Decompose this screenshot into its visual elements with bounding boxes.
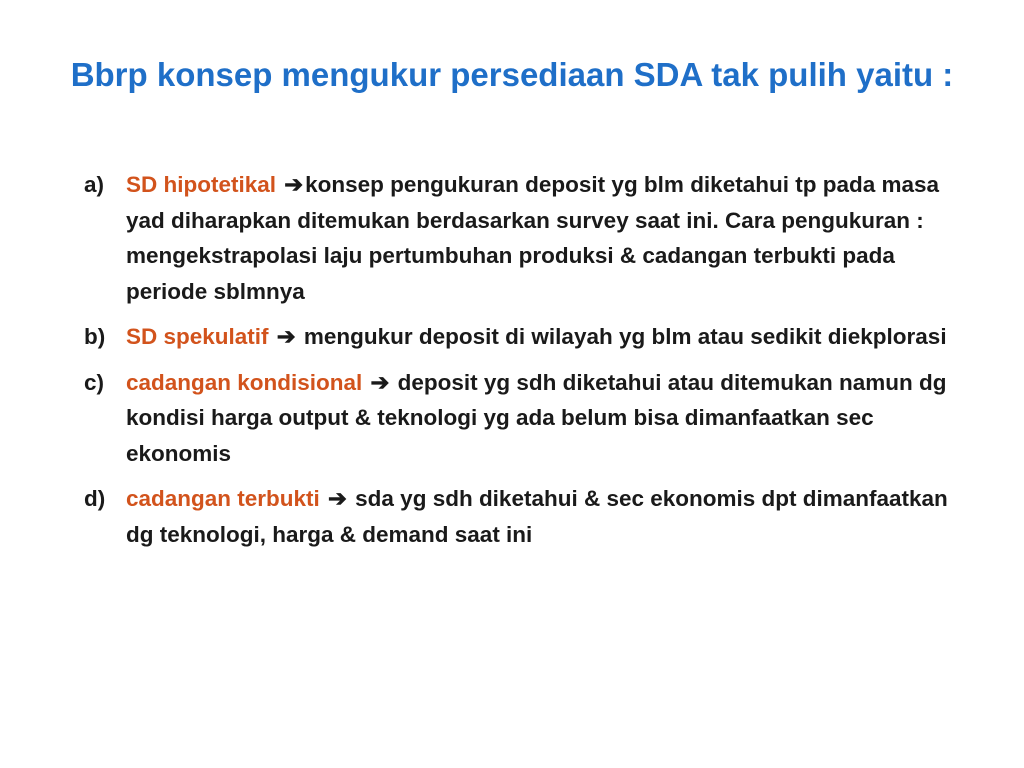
list-marker: d) <box>84 486 106 511</box>
list-marker: a) <box>84 172 105 197</box>
arrow-right-icon: ➔ <box>276 324 296 349</box>
slide-title: Bbrp konsep mengukur persediaan SDA tak pulih yaitu : <box>70 56 954 93</box>
term-label: cadangan terbukti <box>126 486 327 511</box>
concept-list <box>84 167 964 562</box>
term-label: SD hipotetikal <box>126 172 283 197</box>
item-description: mengukur deposit di wilayah yg blm atau sedikit diekplorasi <box>297 324 947 349</box>
arrow-right-icon: ➔ <box>370 369 390 395</box>
item-description: sda yg sdh diketahui & sec ekonomis dpt dimanfaatkan dg teknologi, harga & demand saat ini <box>126 486 948 547</box>
list-item-d <box>84 481 964 552</box>
arrow-right-icon: ➔ <box>328 486 347 511</box>
term-label: cadangan kondisional <box>126 369 369 395</box>
arrow-right-icon: ➔ <box>284 172 304 197</box>
item-description: konsep pengukuran deposit yg blm diketahui tp pada masa yad diharapkan ditemukan berdasarkan survey saat ini. Cara pengukuran : mengekstrapolasi laju pertumbuhan produksi & cadangan terbukti pada periode sblmnya <box>126 172 940 304</box>
list-item-c <box>84 365 964 472</box>
list-item-b <box>84 319 964 355</box>
list-marker: c) <box>84 369 105 395</box>
list-marker: b) <box>84 324 106 349</box>
list-item-a <box>84 167 964 309</box>
item-description: deposit yg sdh diketahui atau ditemukan namun dg kondisi harga output & teknologi yg ada belum bisa dimanfaatkan sec ekonomis <box>126 369 947 466</box>
term-label: SD spekulatif <box>126 324 275 349</box>
